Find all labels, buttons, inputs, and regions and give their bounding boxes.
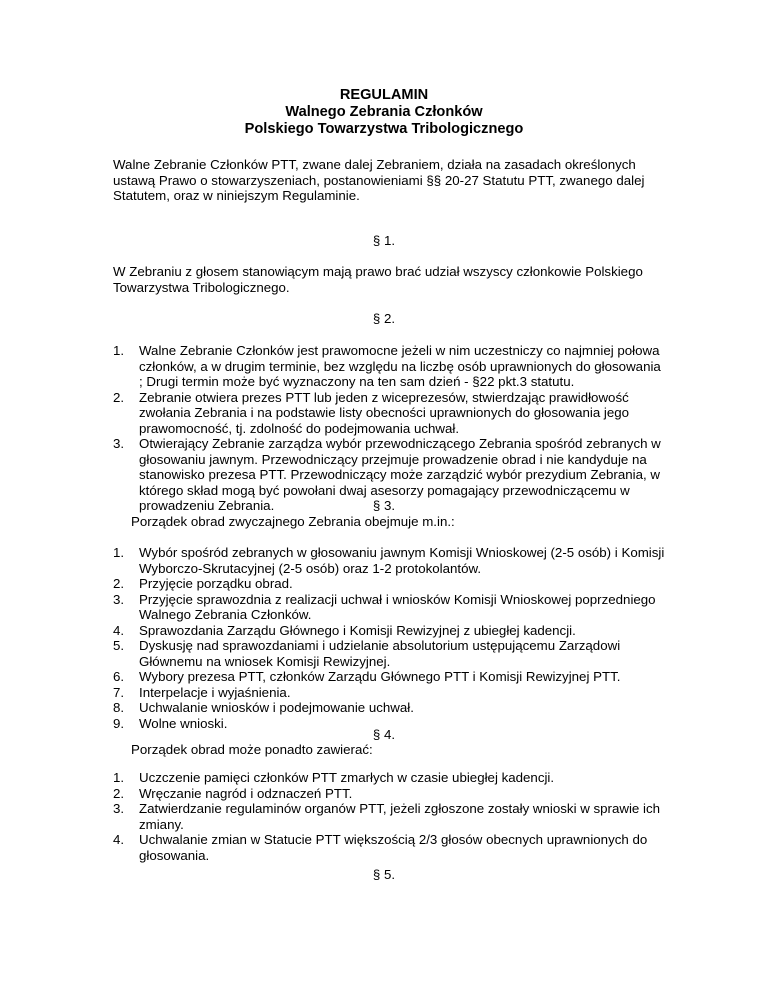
list-item-number: 5. bbox=[113, 638, 125, 653]
list-item-text: Walne Zebranie Członków jest prawomocne jeżeli w nim uczestniczy co najmniej połowa członków, a w drugim terminie, bez względu na liczbę osób uprawnionych do głosowania ; Drugi termin może być wyznaczony na ten sam dzień - §22 pkt.3 statutu. bbox=[139, 343, 661, 389]
list-item-text: Dyskusję nad sprawozdaniami i udzielanie absolutorium ustępującemu Zarządowi Głównemu na wniosek Komisji Rewizyjnej. bbox=[139, 638, 621, 669]
document-subtitle-line2: Polskiego Towarzystwa Tribologicznego bbox=[244, 121, 524, 137]
list-item-number: 8. bbox=[113, 700, 125, 715]
list-item-text: Zebranie otwiera prezes PTT lub jeden z wiceprezesów, stwierdzając prawidłowość zwołania Zebrania i na podstawie listy obecności uprawnionych do głosowania jego prawomocność, tj. zdolność do podejmowania uchwał. bbox=[139, 389, 630, 436]
list-item bbox=[113, 592, 665, 623]
list-item-number: 3. bbox=[113, 801, 125, 816]
list-item-text: Wolne wnioski. bbox=[139, 715, 228, 731]
section-4-heading: § 4. bbox=[372, 727, 396, 742]
list-item-number: 7. bbox=[113, 684, 125, 700]
list-item-text: Uchwalanie zmian w Statucie PTT większością 2/3 głosów obecnych uprawnionych do głosowania. bbox=[139, 832, 648, 863]
list-item bbox=[113, 669, 665, 685]
list-item-number: 4. bbox=[113, 622, 125, 638]
list-item-number: 2. bbox=[113, 576, 125, 591]
list-item bbox=[113, 576, 665, 592]
list-item-text: Wybory prezesa PTT, członków Zarządu Głównego PTT i Komisji Rewizyjnej PTT. bbox=[139, 669, 621, 684]
section-4-intro: Porządek obrad może ponadto zawierać: bbox=[131, 742, 373, 757]
list-item-number: 2. bbox=[113, 785, 125, 801]
section-4-list bbox=[113, 770, 665, 863]
section-2-heading: § 2. bbox=[372, 311, 396, 326]
list-item-text: Wręczanie nagród i odznaczeń PTT. bbox=[139, 785, 353, 801]
list-item-text: Otwierający Zebranie zarządza wybór przewodniczącego Zebrania spośród zebranych w głosowaniu jawnym. Przewodniczący przejmuje prowadzenie obrad i nie kandyduje na stanowisko prezesa PTT. Przewodniczący może zarządzić wybór prezydium Zebrania, w którego skład mogą być powołani dwaj asesorzy pomagający przewodniczącemu w prowadzeniu Zebrania. bbox=[139, 436, 661, 513]
list-item-number: 6. bbox=[113, 669, 125, 684]
list-item bbox=[113, 545, 665, 576]
list-item bbox=[113, 786, 665, 802]
list-item bbox=[113, 390, 665, 437]
section-3-list bbox=[113, 545, 665, 731]
list-item bbox=[113, 700, 665, 716]
section-1-text: W Zebraniu z głosem stanowiącym mają prawo brać udział wszyscy członkowie Polskiego Towarzystwa Tribologicznego. bbox=[113, 264, 643, 295]
list-item-text: Wybór spośród zebranych w głosowaniu jawnym Komisji Wnioskowej (2-5 osób) i Komisji Wyborczo-Skrutacyjnej (2-5 osób) oraz 1-2 protokolantów. bbox=[139, 545, 665, 576]
document-subtitle-line1: Walnego Zebrania Członków bbox=[285, 104, 483, 120]
list-item-text: Przyjęcie sprawozdnia z realizacji uchwał i wniosków Komisji Wnioskowej poprzedniego Walnego Zebrania Członków. bbox=[139, 591, 656, 622]
list-item bbox=[113, 685, 665, 701]
document-title: REGULAMIN bbox=[339, 87, 429, 103]
list-item-number: 2. bbox=[113, 389, 125, 405]
list-item-number: 9. bbox=[113, 715, 125, 731]
list-item-number: 3. bbox=[113, 436, 125, 451]
section-3-intro: Porządek obrad zwyczajnego Zebrania obejmuje m.in.: bbox=[131, 514, 455, 529]
list-item-number: 4. bbox=[113, 832, 125, 847]
section-1-heading: § 1. bbox=[372, 233, 396, 248]
list-item-number: 1. bbox=[113, 545, 125, 560]
intro-paragraph: Walne Zebranie Członków PTT, zwane dalej Zebraniem, działa na zasadach określonych ustawą Prawo o stowarzyszeniach, postanowieniami §§ 20-27 Statutu PTT, zwanego dalej Statutem, oraz w niniejszym Regulaminie. bbox=[113, 157, 645, 203]
list-item-number: 1. bbox=[113, 770, 125, 785]
list-item-number: 1. bbox=[113, 343, 125, 358]
list-item bbox=[113, 770, 665, 786]
list-item bbox=[113, 343, 665, 390]
section-2-list bbox=[113, 343, 665, 514]
section-3-heading: § 3. bbox=[372, 498, 396, 513]
list-item-text: Zatwierdzanie regulaminów organów PTT, jeżeli zgłoszone zostały wnioski w sprawie ich zmiany. bbox=[139, 801, 661, 832]
list-item bbox=[113, 801, 665, 832]
list-item-text: Interpelacje i wyjaśnienia. bbox=[139, 684, 291, 700]
section-5-heading: § 5. bbox=[372, 867, 396, 882]
list-item bbox=[113, 832, 665, 863]
list-item bbox=[113, 638, 665, 669]
list-item-text: Uczczenie pamięci członków PTT zmarłych w czasie ubiegłej kadencji. bbox=[139, 770, 555, 785]
list-item-number: 3. bbox=[113, 591, 125, 607]
list-item bbox=[113, 623, 665, 639]
list-item-text: Uchwalanie wniosków i podejmowanie uchwał. bbox=[139, 700, 414, 715]
list-item-text: Sprawozdania Zarządu Głównego i Komisji Rewizyjnej z ubiegłej kadencji. bbox=[139, 622, 576, 638]
list-item-text: Przyjęcie porządku obrad. bbox=[139, 576, 293, 591]
